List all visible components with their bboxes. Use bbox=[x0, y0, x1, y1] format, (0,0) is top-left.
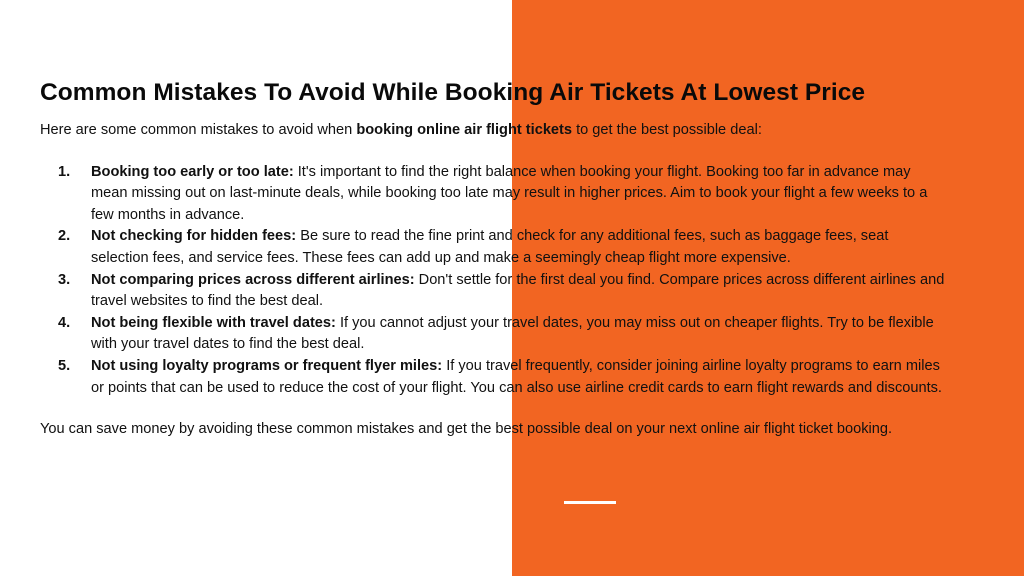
list-number: 1. bbox=[58, 163, 71, 180]
list-item-text: Be sure to read the fine print and check for any additional fees, such as baggage fees, seat selection fees, and service fees. These fees can add up and make a seemingly cheap flight more expensive. bbox=[91, 228, 889, 266]
intro-paragraph bbox=[40, 120, 950, 142]
closing-paragraph: You can save money by avoiding these common mistakes and get the best possible deal on your next online air flight ticket booking. bbox=[40, 421, 893, 438]
list-item-text: If you travel frequently, consider joining airline loyalty programs to earn miles or points that can be used to reduce the cost of your flight. You can also use airline credit cards to earn flight rewards and discounts. bbox=[91, 357, 942, 396]
list-item-title: Not comparing prices across different airlines: bbox=[91, 271, 415, 288]
slide-title: Common Mistakes To Avoid While Booking Air Tickets At Lowest Price bbox=[40, 79, 866, 106]
mistakes-list bbox=[40, 162, 950, 400]
intro-text-before: Here are some common mistakes to avoid when bbox=[40, 122, 357, 138]
list-number: 2. bbox=[58, 228, 71, 245]
list-item-text: Don't settle for the first deal you find. Compare prices across different airlines and travel websites to find the best deal. bbox=[91, 271, 945, 310]
intro-text-after: to get the best possible deal: bbox=[572, 122, 762, 138]
list-item bbox=[40, 313, 950, 356]
list-number: 5. bbox=[58, 357, 71, 374]
list-item bbox=[40, 162, 950, 227]
decorative-accent-line bbox=[564, 501, 616, 504]
list-number: 4. bbox=[58, 314, 71, 331]
slide-content bbox=[40, 78, 950, 441]
list-item-text: If you cannot adjust your travel dates, you may miss out on cheaper flights. Try to be flexible with your travel dates to find the best deal. bbox=[91, 314, 934, 353]
list-number: 3. bbox=[58, 271, 71, 288]
list-item bbox=[40, 226, 950, 269]
list-item bbox=[40, 270, 950, 313]
list-item-title: Booking too early or too late: bbox=[91, 163, 294, 180]
list-item-title: Not using loyalty programs or frequent flyer miles: bbox=[91, 357, 443, 374]
list-item bbox=[40, 356, 950, 399]
list-item-title: Not being flexible with travel dates: bbox=[91, 314, 336, 331]
list-item-text: It's important to find the right balance when booking your flight. Booking too far in advance may mean missing out on last-minute deals, while booking too late may result in higher prices. Aim to book your flight a few weeks to a few months in advance. bbox=[91, 163, 928, 223]
list-item-title: Not checking for hidden fees: bbox=[91, 228, 297, 245]
intro-keyword: booking online air flight tickets bbox=[356, 122, 573, 138]
